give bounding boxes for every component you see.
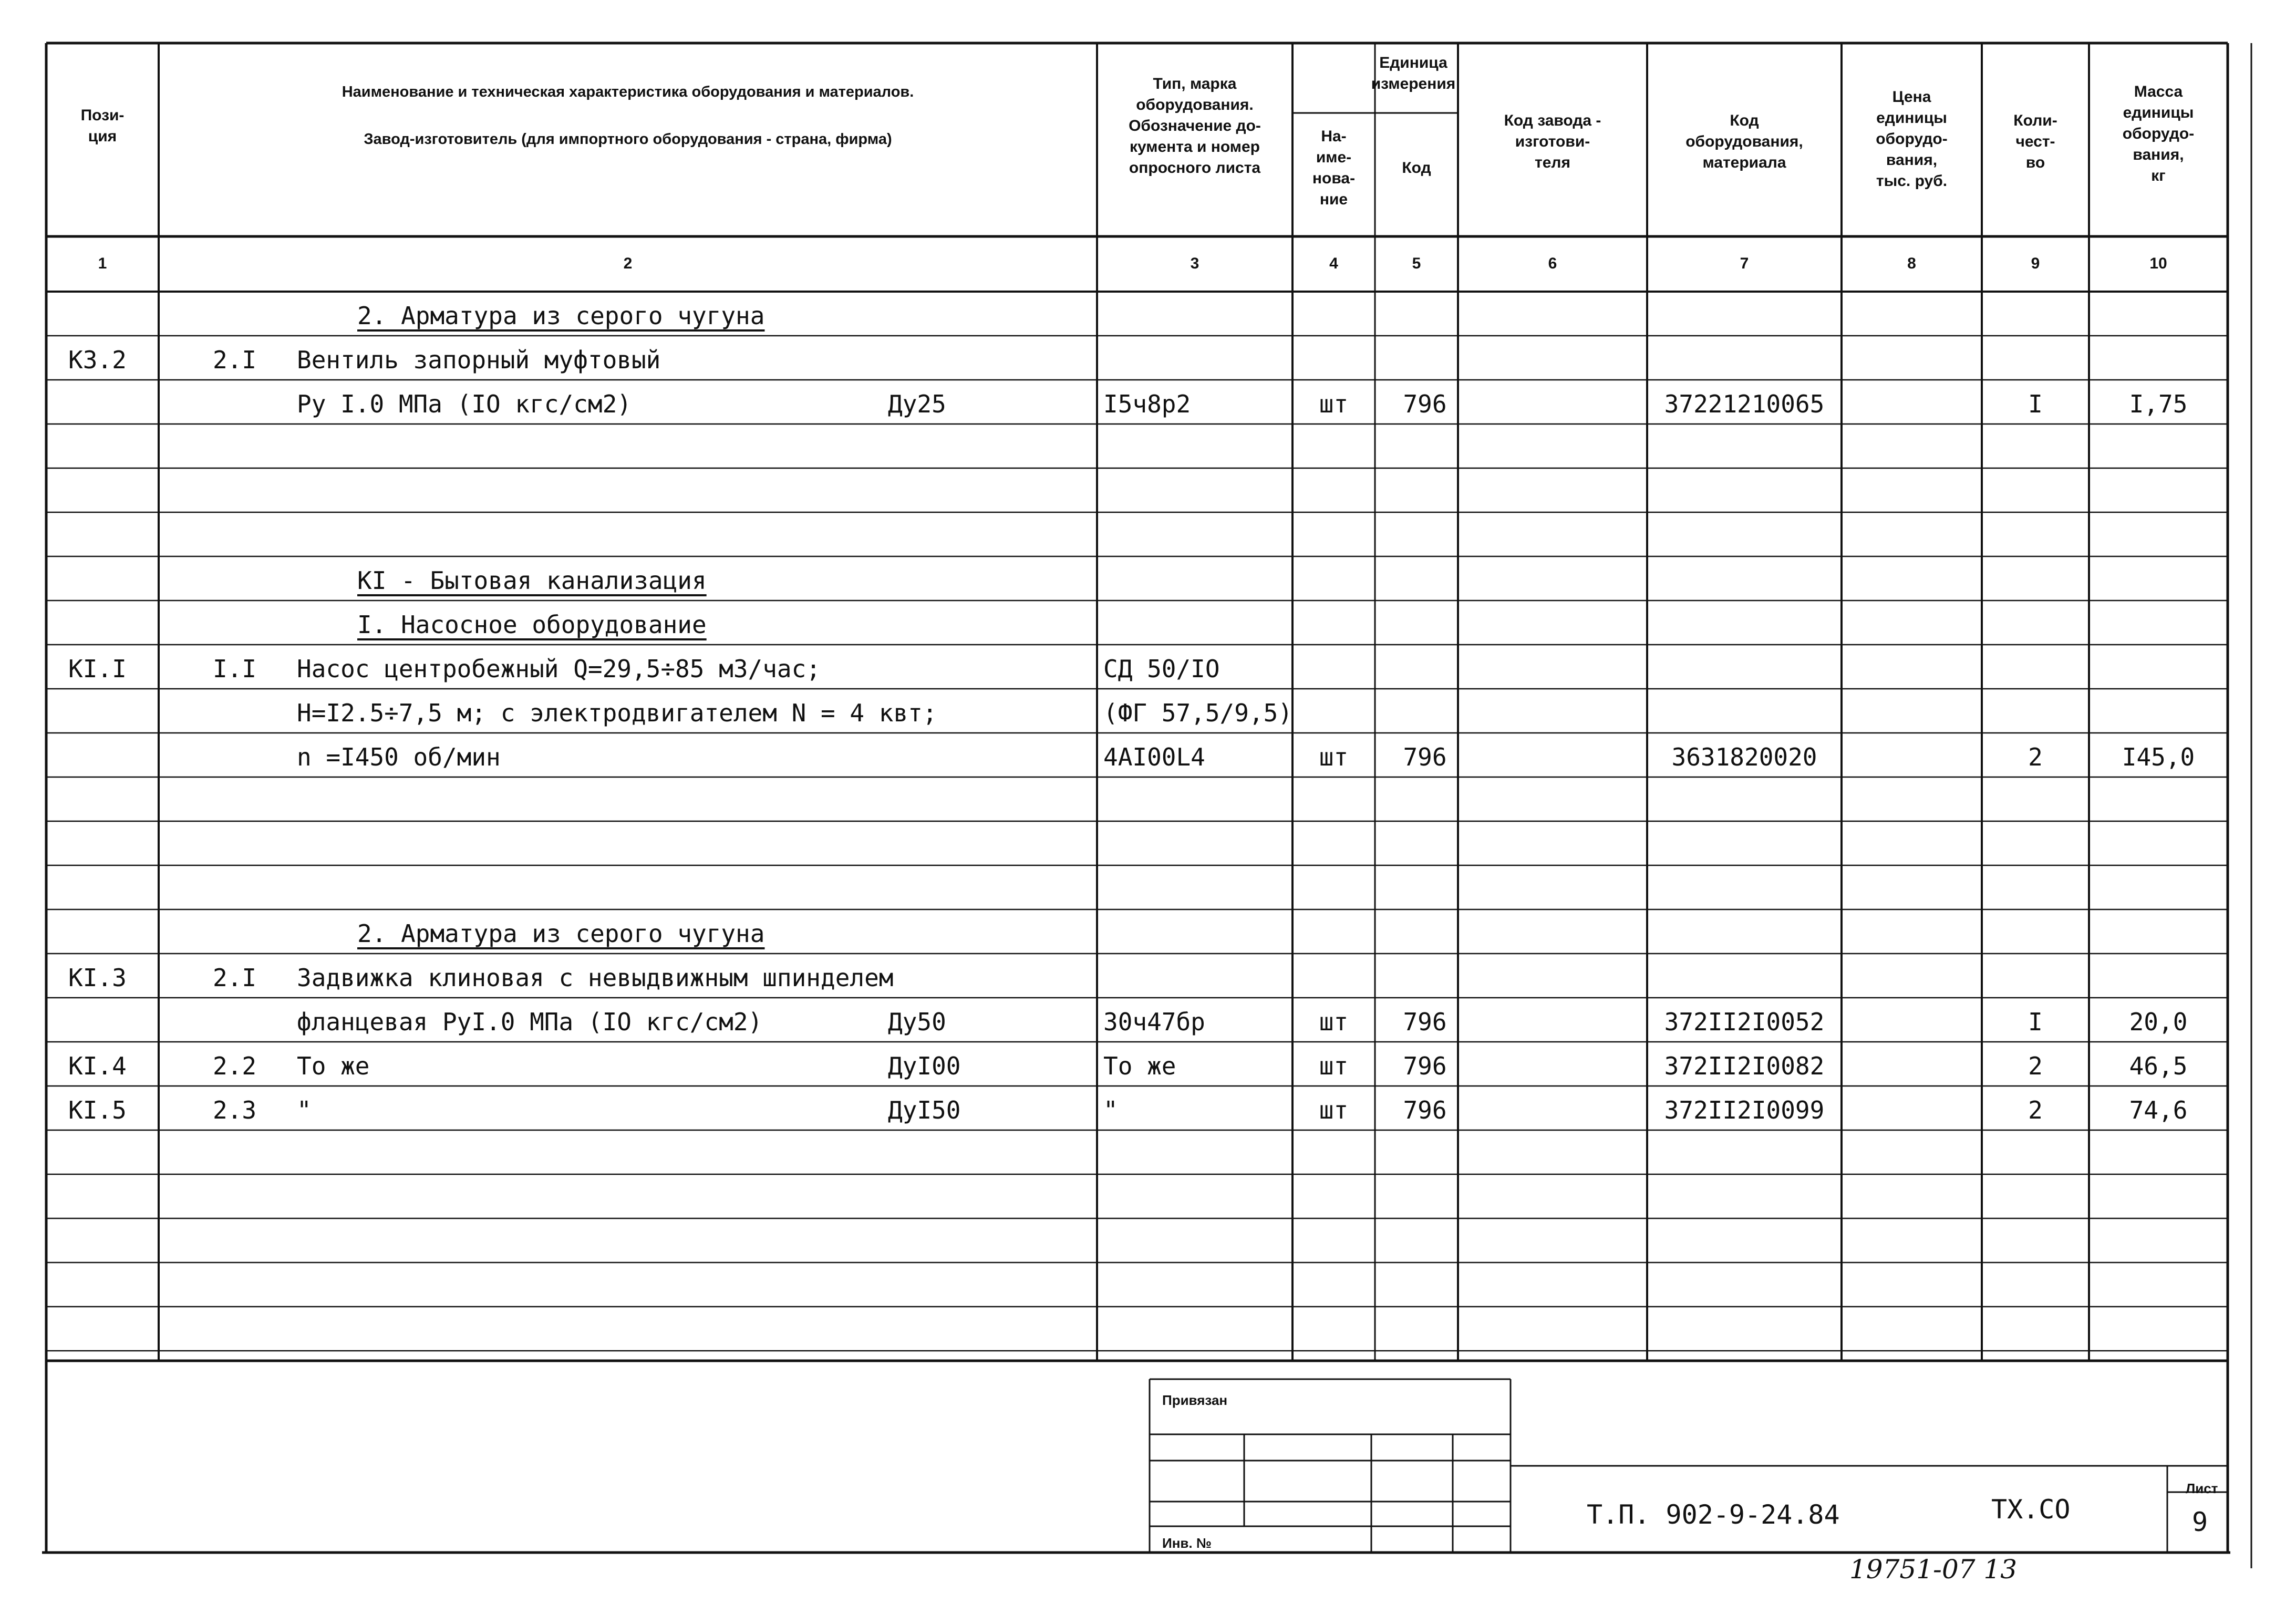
column-header-7: Код оборудования, материала: [1685, 112, 1803, 171]
equipment-code-cell: 372II2I0099: [1664, 1096, 1825, 1124]
position-cell: КI.4: [68, 1052, 127, 1080]
unit-mass-cell: 20,0: [2129, 1008, 2188, 1036]
unit-mass-cell: 46,5: [2129, 1052, 2188, 1080]
column-header-6: Код завода - изготови- теля: [1504, 112, 1601, 171]
name-cell: Ру I.0 МПа (IO кгс/см2): [297, 390, 632, 418]
sheet-label: Лист: [2186, 1481, 2218, 1496]
unit-code-cell: 796: [1403, 390, 1447, 418]
name-cell: Насос центробежный Q=29,5÷85 м3/час;: [297, 655, 821, 683]
column-header-1: Пози- ция: [80, 107, 125, 145]
column-number-6: 6: [1548, 255, 1557, 272]
position-cell: КI.5: [68, 1096, 127, 1124]
name-cell: Вентиль запорный муфтовый: [297, 346, 661, 374]
item-number-cell: 2.I: [213, 964, 257, 992]
type-cell: То же: [1103, 1052, 1176, 1080]
section-heading: КI - Бытовая канализация: [357, 566, 707, 595]
nominal-diameter-cell: Ду50: [888, 1008, 946, 1036]
column-number-10: 10: [2149, 255, 2167, 272]
item-number-cell: 2.2: [213, 1052, 257, 1080]
section-heading: 2. Арматура из серого чугуна: [357, 919, 765, 948]
equipment-code-cell: 372II2I0052: [1664, 1008, 1825, 1036]
section-heading: 2. Арматура из серого чугуна: [357, 302, 765, 330]
equipment-code-cell: 37221210065: [1664, 390, 1825, 418]
column-number-8: 8: [1907, 255, 1916, 272]
unit-name-cell: шт: [1319, 1052, 1349, 1080]
type-cell: 4AI00L4: [1103, 743, 1205, 771]
name-cell: Н=I2.5÷7,5 м; с электродвигателем N = 4 квт;: [297, 699, 937, 727]
nominal-diameter-cell: ДуI50: [888, 1096, 961, 1124]
unit-code-cell: 796: [1403, 1096, 1447, 1124]
name-cell: фланцевая РуI.0 МПа (IO кгс/см2): [297, 1008, 763, 1036]
column-header-3: Тип, марка оборудования. Обозначение до- кумента и номер опросного листа: [1129, 75, 1261, 177]
sheet-number: 9: [2192, 1507, 2208, 1537]
quantity-cell: 2: [2028, 1096, 2043, 1124]
type-cell: I5ч8р2: [1103, 390, 1191, 418]
column-number-4: 4: [1329, 255, 1338, 272]
quantity-cell: 2: [2028, 743, 2043, 771]
type-cell: СД 50/IO: [1103, 655, 1220, 683]
equipment-code-cell: 372II2I0082: [1664, 1052, 1825, 1080]
quantity-cell: 2: [2028, 1052, 2043, 1080]
unit-group-header: Единица измерения: [1371, 54, 1456, 92]
stamp-inventory-label: Инв. №: [1162, 1535, 1212, 1551]
item-number-cell: 2.I: [213, 346, 257, 374]
column-number-3: 3: [1190, 255, 1199, 272]
nominal-diameter-cell: ДуI00: [888, 1052, 961, 1080]
column-header-5: Код: [1402, 159, 1431, 177]
column-header-9: Коли- чест- во: [2013, 112, 2057, 171]
nominal-diameter-cell: Ду25: [888, 390, 946, 418]
unit-name-cell: шт: [1319, 1096, 1349, 1124]
item-number-cell: I.I: [213, 655, 257, 683]
quantity-cell: I: [2028, 1008, 2043, 1036]
section-heading: I. Насосное оборудование: [357, 611, 707, 639]
document-code: Т.П. 902-9-24.84: [1587, 1499, 1840, 1530]
position-cell: КI.3: [68, 964, 127, 992]
item-number-cell: 2.3: [213, 1096, 257, 1124]
handwritten-archive-number: 19751-07 13: [1849, 1554, 2018, 1585]
name-cell: Задвижка клиновая с невыдвижным шпинделем: [297, 964, 894, 992]
unit-mass-cell: 74,6: [2129, 1096, 2188, 1124]
equipment-code-cell: 3631820020: [1671, 743, 1817, 771]
unit-name-cell: шт: [1319, 743, 1349, 771]
unit-code-cell: 796: [1403, 1008, 1447, 1036]
column-number-9: 9: [2031, 255, 2040, 272]
column-number-1: 1: [98, 255, 107, 272]
name-cell: То же: [297, 1052, 370, 1080]
unit-code-cell: 796: [1403, 1052, 1447, 1080]
column-header-10: Масса единицы оборудо- вания, кг: [2122, 83, 2195, 184]
type-cell: (ФГ 57,5/9,5): [1103, 699, 1293, 727]
position-cell: КЗ.2: [68, 346, 127, 374]
column-number-5: 5: [1412, 255, 1421, 272]
column-header-2: Наименование и техническая характеристика оборудования и материалов. Завод-изготовитель (для импортного оборудования - страна, фирма): [342, 84, 914, 148]
unit-mass-cell: I45,0: [2122, 743, 2195, 771]
position-cell: КI.I: [68, 655, 127, 683]
name-cell: ": [297, 1096, 312, 1124]
unit-mass-cell: I,75: [2129, 390, 2188, 418]
column-header-8: Цена единицы оборудо- вания, тыс. руб.: [1876, 88, 1948, 190]
stamp-privyazan-label: Привязан: [1162, 1392, 1228, 1408]
document-mark: ТХ.СО: [1991, 1494, 2071, 1525]
type-cell: ": [1103, 1096, 1118, 1124]
column-number-7: 7: [1740, 255, 1749, 272]
unit-name-cell: шт: [1319, 1008, 1349, 1036]
column-number-2: 2: [623, 255, 633, 272]
unit-name-cell: шт: [1319, 390, 1349, 418]
quantity-cell: I: [2028, 390, 2043, 418]
name-cell: n =I450 об/мин: [297, 743, 501, 771]
type-cell: 30ч47бр: [1103, 1008, 1205, 1036]
column-header-4: На- име- нова- ние: [1312, 128, 1356, 208]
unit-code-cell: 796: [1403, 743, 1447, 771]
